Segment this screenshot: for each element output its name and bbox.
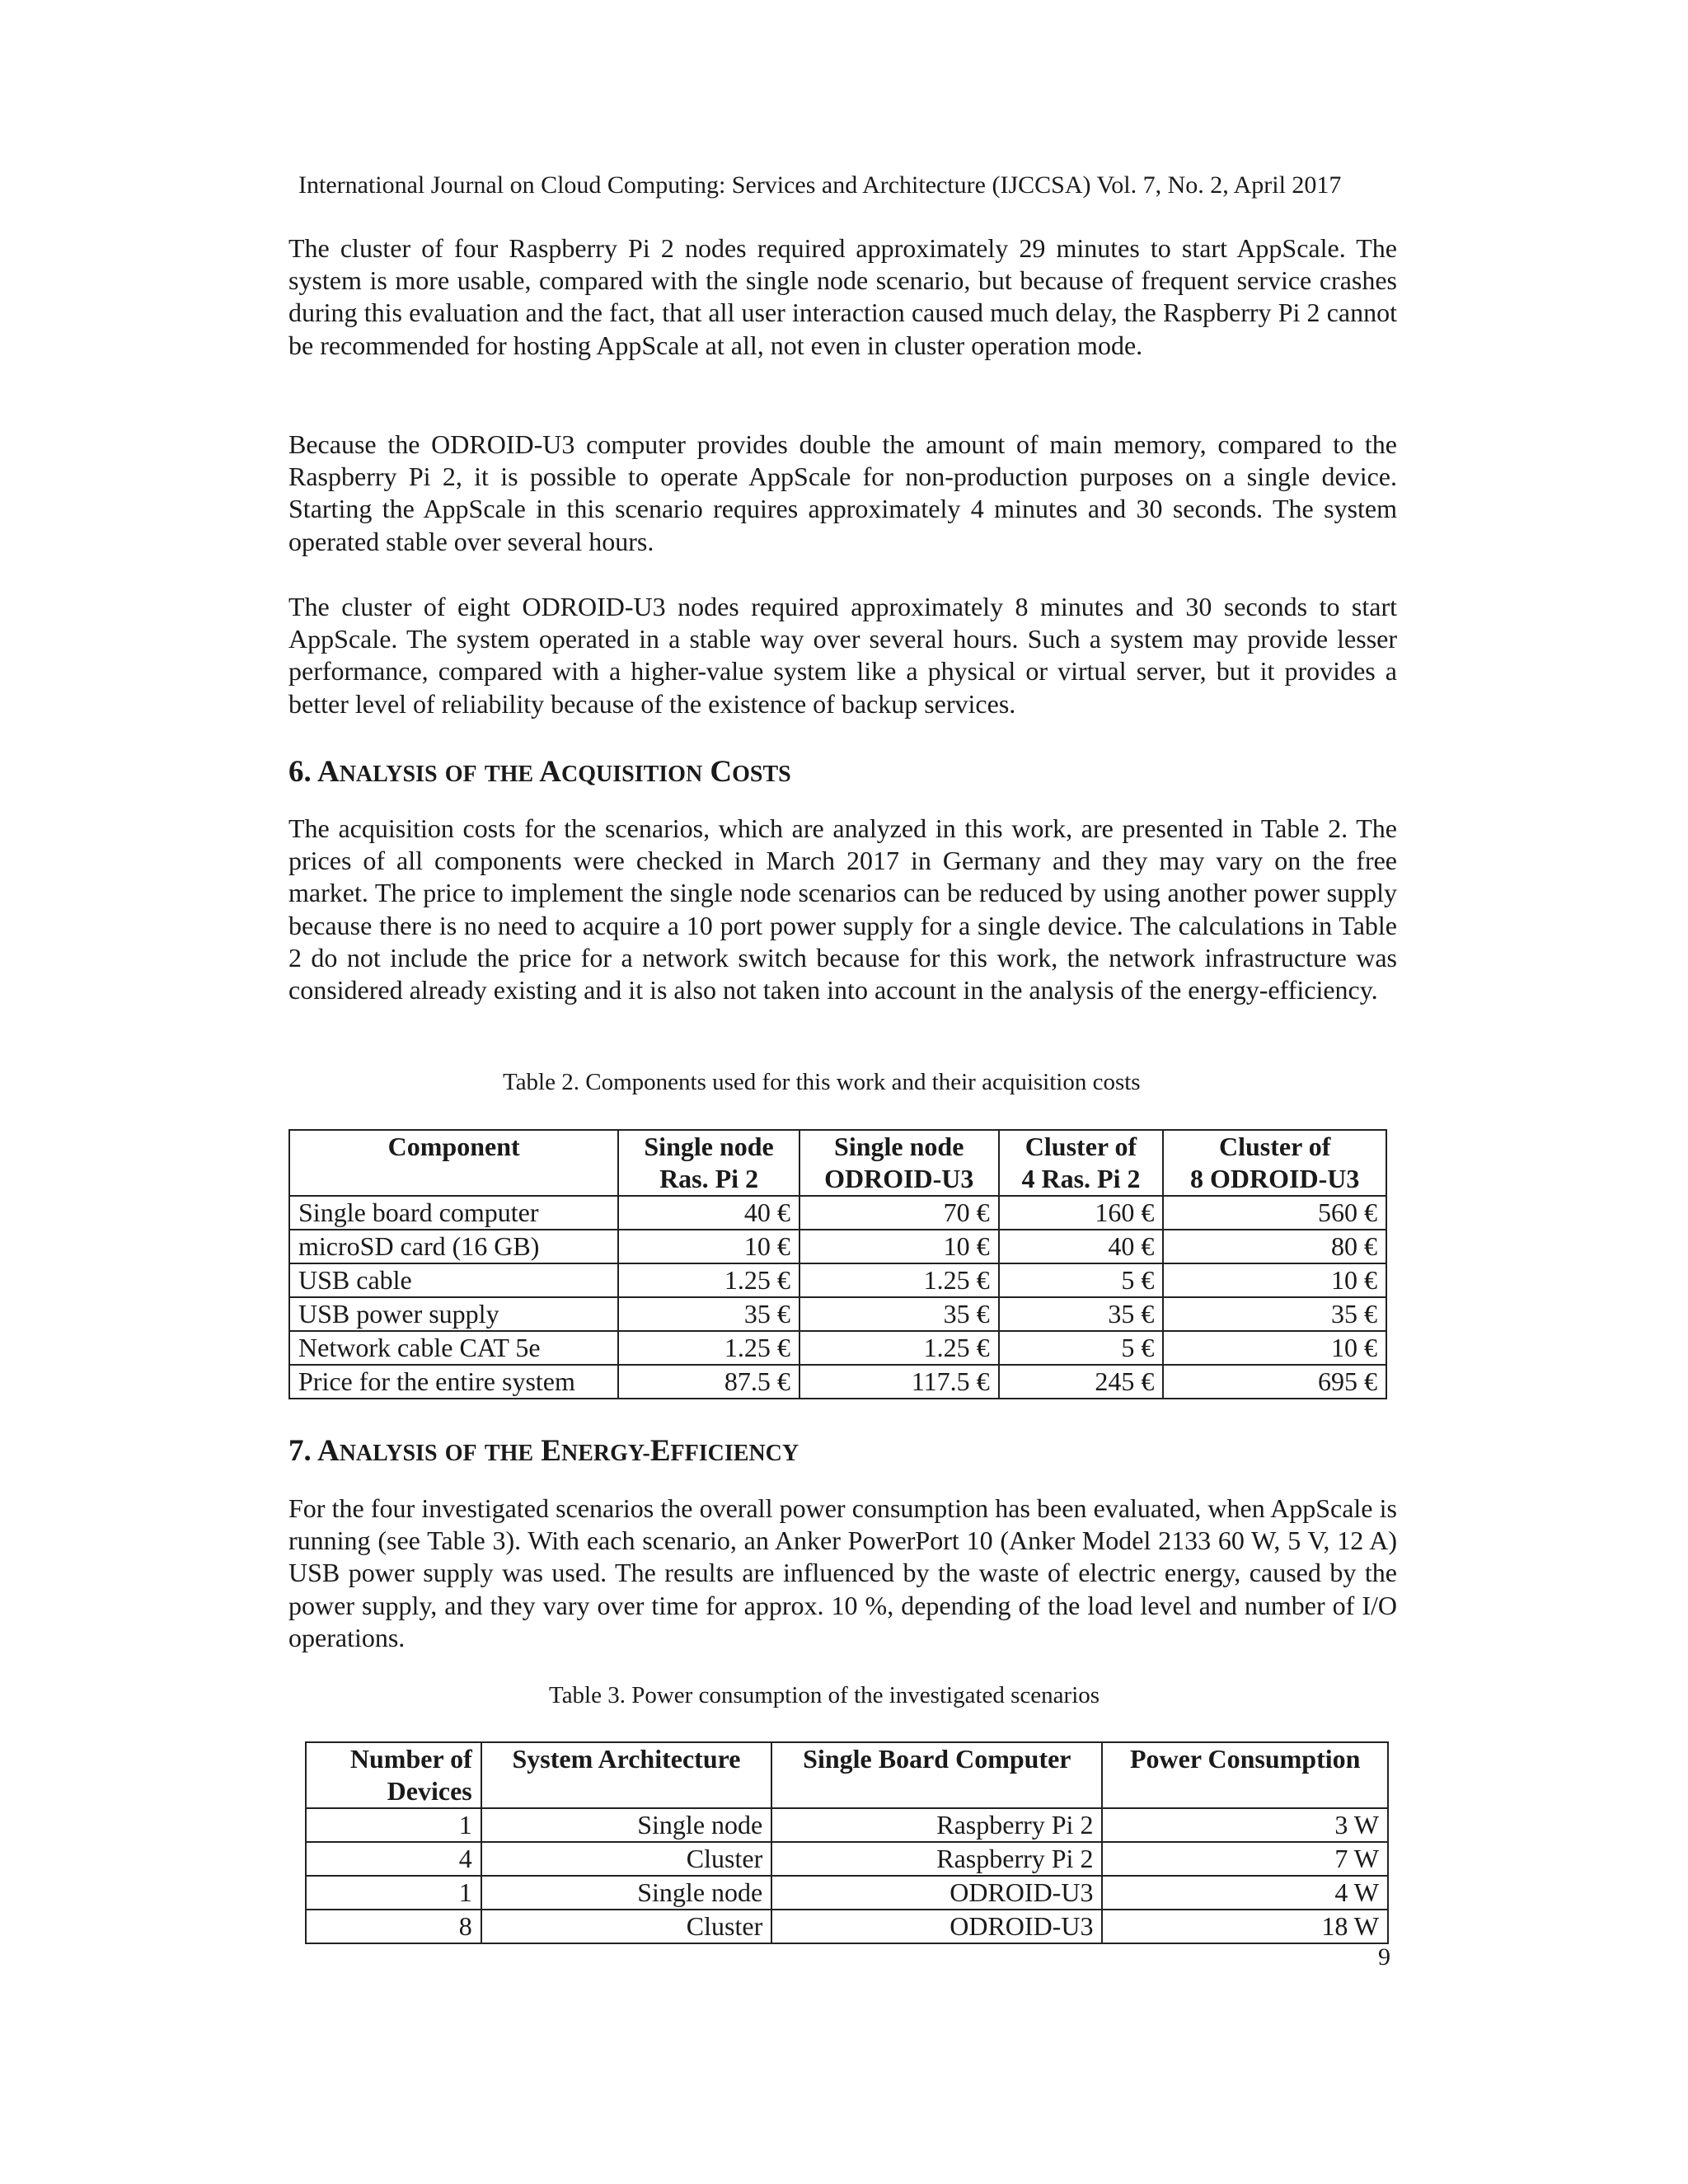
table-cell: 87.5 € (618, 1365, 799, 1399)
table-cell: 3 W (1102, 1808, 1388, 1842)
table-row (289, 1263, 1386, 1297)
table-cell: Raspberry Pi 2 (771, 1808, 1102, 1842)
header-line: Number of (349, 1744, 472, 1774)
column-header (618, 1130, 799, 1196)
column-header (999, 1130, 1164, 1196)
table-cell: 18 W (1102, 1910, 1388, 1943)
column-header (1163, 1130, 1386, 1196)
table-cell: 1.25 € (799, 1263, 999, 1297)
table-cell: 35 € (1163, 1297, 1386, 1331)
paragraph-odroid-cluster: The cluster of eight ODROID-U3 nodes required approximately 8 minutes and 30 seconds to start AppScale. The system operated in a stable way over several hours. Such a system may provide lesser performance, compared with a higher-value system like a physical or virtual server, but it provides a better level of reliability because of the existence of backup services. (288, 592, 1397, 719)
table-cell: 35 € (999, 1297, 1164, 1331)
table-cell: Cluster (481, 1842, 771, 1876)
table-cell: ODROID-U3 (771, 1876, 1102, 1910)
table-cell: Network cable CAT 5e (289, 1331, 618, 1365)
section-7-heading (288, 1433, 799, 1469)
table-cell: 1.25 € (618, 1263, 799, 1297)
table-row (289, 1230, 1386, 1263)
table-cell: 80 € (1163, 1230, 1386, 1263)
header-line: ODROID-U3 (824, 1164, 974, 1193)
table-cell: 1 (306, 1876, 481, 1910)
running-header: International Journal on Cloud Computing: Services and Architecture (IJCCSA) Vol. 7, No. 2, April 2017 (298, 171, 1342, 199)
header-line: System Architecture (512, 1744, 741, 1774)
paragraph-odroid-single: Because the ODROID-U3 computer provides double the amount of main memory, compared to the Raspberry Pi 2, it is possible to operate AppScale for non-production purposes on a single device. Starting the AppScale in this scenario requires approximately 4 minutes and 30 seconds. The system operated stable over several hours. (288, 429, 1397, 556)
column-header (289, 1130, 618, 1196)
header-line: Devices (387, 1776, 472, 1806)
header-line: Single Board Computer (803, 1744, 1071, 1774)
table-row (306, 1842, 1388, 1876)
section-title: ANALYSIS OF THE ACQUISITION COSTS (316, 755, 791, 789)
table-cell: USB power supply (289, 1297, 618, 1331)
table-row (306, 1876, 1388, 1910)
table-row (289, 1196, 1386, 1230)
paragraph-acquisition-costs: The acquisition costs for the scenarios, which are analyzed in this work, are presented in Table 2. The prices of all components were checked in March 2017 in Germany and they may vary on the free market. The price to implement the single node scenarios can be reduced by using another power supply because there is no need to acquire a 10 port power supply for a single device. The calculations in Table 2 do not include the price for a network switch because for this work, the network infrastructure was considered already existing and it is also not taken into account in the analysis of the energy-efficiency. (288, 813, 1397, 1005)
table-row (289, 1297, 1386, 1331)
table-cell: 8 (306, 1910, 481, 1943)
header-line: Ras. Pi 2 (659, 1164, 759, 1193)
table-cell: microSD card (16 GB) (289, 1230, 618, 1263)
paragraph-raspberry-cluster: The cluster of four Raspberry Pi 2 nodes required approximately 29 minutes to start AppScale. The system is more usable, compared with the single node scenario, but because of frequent service crashes during this evaluation and the fact, that all user interaction caused much delay, the Raspberry Pi 2 cannot be recommended for hosting AppScale at all, not even in cluster operation mode. (288, 233, 1397, 360)
table-3-caption: Table 3. Power consumption of the investigated scenarios (549, 1682, 1100, 1708)
table-cell: 10 € (1163, 1331, 1386, 1365)
table-cell: 4 W (1102, 1876, 1388, 1910)
header-line: Component (387, 1132, 520, 1161)
table-cell: 10 € (618, 1230, 799, 1263)
table-cell: 35 € (799, 1297, 999, 1331)
table-cell: Price for the entire system (289, 1365, 618, 1399)
table-2-caption: Table 2. Components used for this work and their acquisition costs (503, 1069, 1141, 1095)
table-cell: 1.25 € (618, 1331, 799, 1365)
table-header-row (306, 1742, 1388, 1808)
header-line: Single node (644, 1132, 774, 1161)
table-cell: 40 € (999, 1230, 1164, 1263)
section-number: 6. (288, 755, 312, 789)
table-cell: Raspberry Pi 2 (771, 1842, 1102, 1876)
page-number: 9 (1378, 1943, 1390, 1971)
header-line: 4 Ras. Pi 2 (1021, 1164, 1141, 1193)
header-line: Power Consumption (1130, 1744, 1361, 1774)
table-cell: 5 € (999, 1263, 1164, 1297)
table-cell: 1.25 € (799, 1331, 999, 1365)
table-row (306, 1808, 1388, 1842)
column-header (771, 1742, 1102, 1808)
table-cell: 40 € (618, 1196, 799, 1230)
table-cell: 35 € (618, 1297, 799, 1331)
table-cell: Cluster (481, 1910, 771, 1943)
table-cell: 245 € (999, 1365, 1164, 1399)
header-line: Single node (834, 1132, 964, 1161)
table-cell: Single node (481, 1808, 771, 1842)
table-cell: 4 (306, 1842, 481, 1876)
table-cell: 117.5 € (799, 1365, 999, 1399)
section-title: ANALYSIS OF THE ENERGY-EFFICIENCY (316, 1434, 799, 1468)
table-cell: Single board computer (289, 1196, 618, 1230)
section-6-heading (288, 754, 791, 790)
table-header-row (289, 1130, 1386, 1196)
paragraph-energy-efficiency: For the four investigated scenarios the overall power consumption has been evaluated, when AppScale is running (see Table 3). With each scenario, an Anker PowerPort 10 (Anker Model 2133 60 W, 5 V, 12 A) USB power supply was used. The results are influenced by the waste of electric energy, caused by the power supply, and they vary over time for approx. 10 %, depending of the load level and number of I/O operations. (288, 1493, 1397, 1652)
column-header (799, 1130, 999, 1196)
table-row (289, 1331, 1386, 1365)
table-cell: 560 € (1163, 1196, 1386, 1230)
header-line: Cluster of (1025, 1132, 1137, 1161)
table-row (306, 1910, 1388, 1943)
table-cell: 160 € (999, 1196, 1164, 1230)
table-cell: 10 € (799, 1230, 999, 1263)
table-cell: 10 € (1163, 1263, 1386, 1297)
column-header (1102, 1742, 1388, 1808)
table-2-acquisition-costs (288, 1129, 1387, 1399)
table-3-power-consumption (305, 1741, 1389, 1944)
header-line: 8 ODROID-U3 (1190, 1164, 1360, 1193)
table-cell: 5 € (999, 1331, 1164, 1365)
table-row (289, 1365, 1386, 1399)
table-cell: ODROID-U3 (771, 1910, 1102, 1943)
column-header (481, 1742, 771, 1808)
table-cell: 695 € (1163, 1365, 1386, 1399)
table-cell: USB cable (289, 1263, 618, 1297)
table-cell: 1 (306, 1808, 481, 1842)
column-header (306, 1742, 481, 1808)
table-cell: Single node (481, 1876, 771, 1910)
table-cell: 7 W (1102, 1842, 1388, 1876)
table-cell: 70 € (799, 1196, 999, 1230)
section-number: 7. (288, 1434, 312, 1468)
header-line: Cluster of (1218, 1132, 1331, 1161)
